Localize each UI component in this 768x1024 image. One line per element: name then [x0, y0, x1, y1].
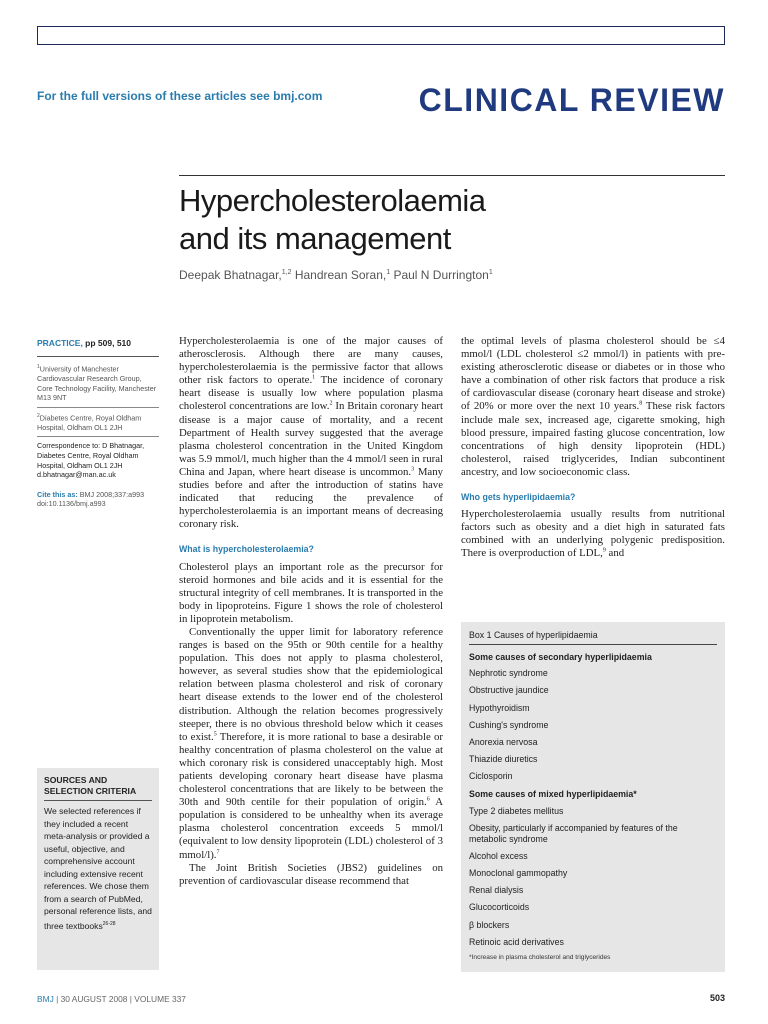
box-subheading-mixed: Some causes of mixed hyperlipidaemia* [469, 789, 637, 800]
article-title-line2: and its management [179, 221, 451, 256]
box-subheading-secondary: Some causes of secondary hyperlipidaemia [469, 652, 652, 662]
paragraph: Conventionally the upper limit for laboratory reference ranges is based on the 95th or 90th centile for a healthy population. This does not apply to plasma cholesterol, however, as several studies show that the epidemiological relation between plasma cholesterol and risk of coronary heart disease extends to the lower end of the cholesterol distribution. Although the relation becomes progressively steeper, there is no obvious threshold below which it ceases to exist.$^5$ Therefore, it is more rational to base a desirable or healthy concentration of plasma cholesterol on the value at which coronary risk is considered unacceptably high. Most patients developing coronary heart disease have plasma cholesterol concentrations that are likely to be between the 30th and 90th centile for their population of origin.$^6$ A population is considered to be unhealthy when its average plasma cholesterol concentration exceeds 5 mmol/l (equivalent to low density lipoprotein (LDL) cholesterol of 3 mmol/l).$^7$ [179, 625, 443, 861]
sources-refs: 26-28 [102, 920, 116, 927]
practice-tag: PRACTICE, [37, 338, 83, 348]
issue-info: | 30 AUGUST 2008 | VOLUME 337 [53, 994, 186, 1004]
sources-body: We selected references if they included a recent meta-analysis or provided a useful, objective, and comprehensive account including extensive recent references. We chose them from a search of PubMed, personal reference lists, and three textbooks [44, 806, 152, 931]
article-title [179, 182, 486, 258]
author-1-affil: 1,2 [281, 269, 292, 276]
list-item: Obstructive jaundice [469, 685, 549, 696]
author-1: Deepak Bhatnagar, [179, 268, 282, 282]
list-item: Type 2 diabetes mellitus [469, 805, 564, 816]
affiliation-1 [37, 363, 159, 403]
paragraph: Cholesterol plays an important role as the precursor for steroid hormones and bile acids and it is essential for the structural integrity of cell membranes. It is transported in the body in lipoproteins. Figure 1 shows the role of cholesterol in lipoprotein metabolism. [179, 560, 443, 625]
full-versions-link[interactable]: For the full versions of these articles see bmj.com [37, 89, 323, 103]
sources-text [44, 805, 152, 932]
cite-label: Cite this as: [37, 489, 78, 499]
paragraph: the optimal levels of plasma cholesterol should be ≤4 mmol/l (LDL cholesterol ≤2 mmol/l) in patients with pre-existing atherosclerotic disease or diabetes or in those who have a combination of other risk factors that produce a risk of cardiovascular disease (coronary heart disease and stroke) of 20% or more over the next 10 years.$^8$ These risk factors include male sex, increased age, cigarette smoking, high blood pressure, impaired fasting glucose concentration, low concentrations of high density lipoprotein (HDL) cholesterol, raised triglycerides, Indian subcontinent ancestry, and low socioeconomic class. [461, 335, 725, 478]
sources-title: SOURCES AND SELECTION CRITERIA [44, 775, 137, 796]
paragraph: The Joint British Societies (JBS2) guidelines on prevention of cardiovascular disease recommend that [179, 861, 443, 887]
list-item: Hypothyroidism [469, 702, 530, 713]
list-item: Nephrotic syndrome [469, 668, 548, 679]
citation [37, 490, 159, 509]
section-title: CLINICAL REVIEW [418, 82, 725, 118]
journal-name: BMJ [37, 994, 54, 1004]
list-item: β blockers [469, 919, 510, 930]
author-3-affil: 1 [488, 269, 493, 276]
list-item: Glucocorticoids [469, 902, 530, 913]
body-column-1 [179, 335, 443, 888]
page-number: 503 [709, 993, 725, 1003]
list-item: Cushing's syndrome [469, 719, 549, 730]
list-item: Renal dialysis [469, 885, 524, 896]
practice-pages: pp 509, 510 [82, 338, 132, 348]
list-item: Alcohol excess [469, 850, 528, 861]
body-column-2 [461, 335, 725, 561]
practice-reference[interactable] [37, 338, 159, 348]
author-list [179, 268, 493, 282]
section-heading-who: Who gets hyperlipidaemia? [461, 492, 576, 503]
divider [37, 436, 159, 437]
list-item: Anorexia nervosa [469, 736, 538, 747]
divider [37, 407, 159, 408]
list-item: Ciclosporin [469, 771, 513, 782]
affiliation-1-marker: 1 [37, 364, 40, 370]
box-causes-hyperlipidaemia [461, 622, 725, 972]
section-heading-what: What is hypercholesterolaemia? [179, 544, 314, 555]
sources-box [37, 768, 159, 970]
cite-text: BMJ 2008;337:a993 [77, 489, 145, 499]
divider [44, 800, 152, 801]
footer-issue [37, 994, 186, 1004]
author-3: Paul N Durrington [390, 268, 489, 282]
affiliation-1-text: University of Manchester Cardiovascular Research Group, Core Technology Facility, Manchester M13 9NT [37, 364, 157, 403]
affiliation-2-marker: 2 [37, 412, 40, 419]
doi-link[interactable]: doi:10.1136/bmj.a993 [37, 499, 106, 509]
paragraph: Hypercholesterolaemia is one of the major causes of atherosclerosis. Although there are many causes, hypercholesterolaemia is the permissive factor that allows other risk factors to operate.$^1$ The incidence of coronary heart disease is usually low where population plasma cholesterol concentrations are low.$^2$ In Britain coronary heart disease is a major cause of mortality, and a recent Department of Health survey suggested that the average plasma cholesterol concentration in the United Kingdom was 5.9 mmol/l, much higher than the 4 mmol/l seen in rural China and Japan, where heart disease is uncommon.$^3$ Many studies before and after the introduction of statins have indicated that reducing the prevalence of hypercholesterolaemia is an important means of decreasing coronary risk. [179, 335, 444, 531]
list-item: Obesity, particularly if accompanied by features of the metabolic syndrome [469, 822, 678, 844]
divider [37, 356, 159, 357]
author-2-affil: 1 [386, 269, 391, 276]
correspondence: Correspondence to: D Bhatnagar, Diabetes Centre, Royal Oldham Hospital, Oldham OL1 2JH d.bhatnagar@man.ac.uk [37, 441, 145, 480]
box-title: Box 1 Causes of hyperlipidaemia [469, 630, 717, 645]
sidebar [37, 338, 159, 509]
affiliation-2 [37, 412, 159, 433]
list-item: Monoclonal gammopathy [469, 868, 568, 879]
list-item: Retinoic acid derivatives [469, 936, 564, 947]
paragraph: Hypercholesterolaemia usually results from nutritional factors such as obesity and a diet high in saturated fats combined with an underlying polygenic predisposition. There is overproduction of LDL,$^9$ and [461, 508, 725, 560]
header-frame [37, 26, 725, 45]
list-item: Thiazide diuretics [469, 754, 538, 765]
article-title-line1: Hypercholesterolaemia [179, 183, 486, 218]
author-2: Handrean Soran, [291, 268, 387, 282]
box-footnote: *Increase in plasma cholesterol and triglycerides [469, 953, 611, 961]
title-rule [179, 175, 725, 176]
affiliation-2-text: Diabetes Centre, Royal Oldham Hospital, Oldham OL1 2JH [37, 413, 142, 432]
